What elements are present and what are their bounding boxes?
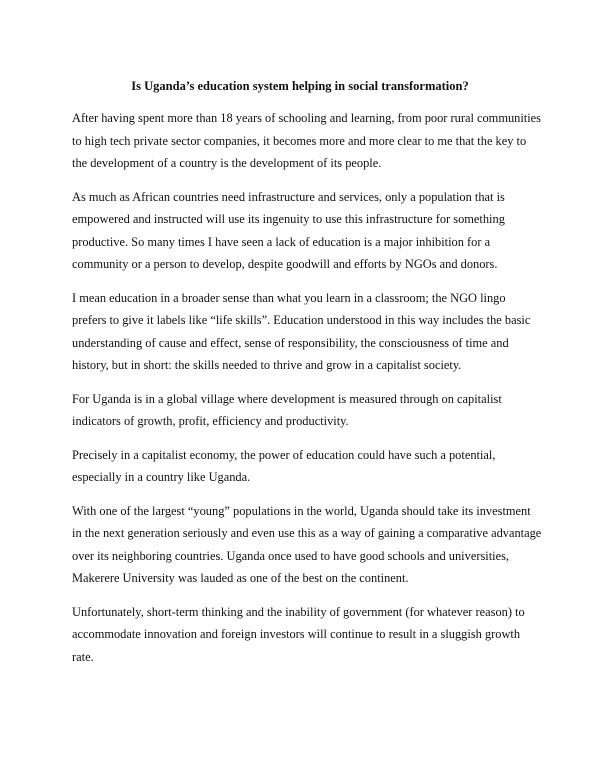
paragraph: As much as African countries need infrastructure and services, only a population that is empowered and instructed will use its ingenuity to use this infrastructure for something productive. So many times I have seen a lack of education is a major inhibition for a community or a person to develop, despite goodwill and efforts by NGOs and donors. [72, 189, 505, 271]
paragraph: Precisely in a capitalist economy, the power of education could have such a potential, especially in a country like Uganda. [72, 447, 496, 484]
paragraph: I mean education in a broader sense than what you learn in a classroom; the NGO lingo prefers to give it labels like “life skills”. Education understood in this way includes the basic understanding of cause and effect, sense of responsibility, the consciousness of time and history, but in short: the skills needed to thrive and grow in a capitalist society. [72, 290, 531, 372]
paragraph: After having spent more than 18 years of schooling and learning, from poor rural communities to high tech private sector companies, it becomes more and more clear to me that the key to the development of a country is the development of its people. [72, 111, 541, 170]
paragraph: For Uganda is in a global village where development is measured through on capitalist indicators of growth, profit, efficiency and productivity. [72, 391, 502, 428]
paragraph: With one of the largest “young” populations in the world, Uganda should take its investment in the next generation seriously and even use this as a way of gaining a comparative advantage over its neighboring countries. Uganda once used to have good schools and universities, Makerere University was lauded as one of the best on the continent. [72, 503, 542, 585]
document-title: Is Uganda’s education system helping in social transformation? [131, 79, 469, 93]
document-body [72, 107, 542, 679]
paragraph: Unfortunately, short-term thinking and the inability of government (for whatever reason) to accommodate innovation and foreign investors will continue to result in a sluggish growth rate. [72, 604, 525, 664]
